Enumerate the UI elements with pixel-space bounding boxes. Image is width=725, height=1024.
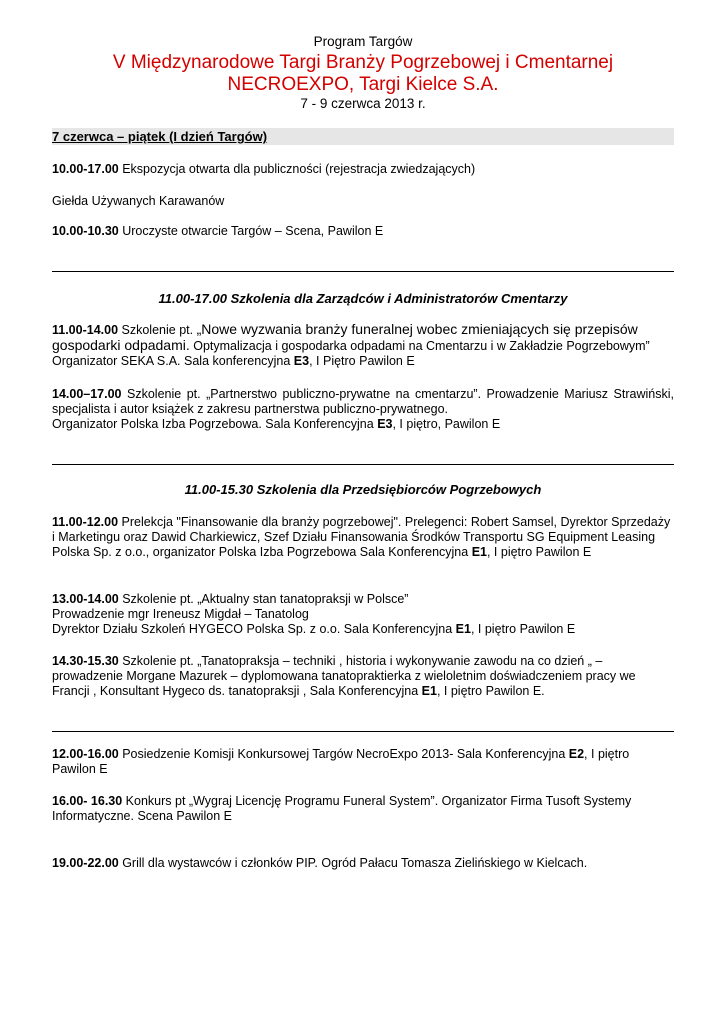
intro-item-gielda [52,194,674,209]
item-text: Posiedzenie Komisji Konkursowej Targów NecroExpo 2013- Sala Konferencyjna [118,747,569,761]
time-label: 14.30-15.30 [52,654,119,668]
item-text: , I piętro Pawilon E. [436,684,545,698]
time-label: 12.00-16.00 [52,747,119,761]
closing-item-commission [52,747,674,777]
fair-dates: 7 - 9 czerwca 2013 r. [300,96,426,111]
item-title: „Nowe wyzwania branży funeralnej wobec zmieniających się przepisów gospodarki odpadami. [52,321,638,353]
item-text: Grill dla wystawców i członków PIP. Ogród Pałacu Tomasza Zielińskiego w Kielcach. [118,856,588,870]
section2-item1 [52,515,674,560]
time-label: 11.00-14.00 [52,323,119,337]
time-label: 10.00-17.00 [52,162,119,176]
time-label: 13.00-14.00 [52,592,119,606]
room-label: E1 [455,622,471,636]
item-text: , I Piętro Pawilon E [309,354,415,368]
time-label: 10.00-10.30 [52,224,119,238]
intro-item-expo [52,162,674,177]
fair-title-line2: NECROEXPO, Targi Kielce S.A. [227,74,499,95]
item-text: Optymalizacja i gospodarka odpadami na Cmentarzu i w Zakładzie Pogrzebowym” Organizator SEKA S.A. Sala konferencyjna [52,339,650,368]
item-text: Prowadzenie mgr Ireneusz Migdał – Tanatolog [52,607,309,621]
item-text: Dyrektor Działu Szkoleń HYGECO Polska Sp. z o.o. Sala Konferencyjna [52,622,456,636]
closing-item-contest [52,794,674,824]
section-title-undertakers: 11.00-15.30 Szkolenia dla Przedsiębiorców Pogrzebowych [184,482,542,497]
section2-item2 [52,592,674,637]
time-label: 19.00-22.00 [52,856,119,870]
item-text: Szkolenie pt. „Tanatopraksja – techniki , historia i wykonywanie zawodu na co dzień „ – prowadzenie Morgane Mazurek – dyplomowana tanatopraktierka z wieloletnim doświadczeniem pracy we Francji , Konsultant Hygeco ds. tanatopraksji , Sala Konferencyjna [52,654,636,698]
item-text: Szkolenie pt. „Partnerstwo publiczno-prywatne na cmentarzu”. Prowadzenie Mariusz Strawiński, specjalista i autor książek z zakresu partnerstwa publiczno-prywatnego. [52,387,674,416]
item-text: Uroczyste otwarcie Targów – Scena, Pawilon E [118,224,384,238]
item-text: , I piętro Pawilon E [52,747,630,776]
day-heading [52,128,674,145]
room-label: E3 [377,417,393,431]
section1-item2 [52,387,674,432]
time-label: 16.00- 16.30 [52,794,123,808]
item-text: Giełda Używanych Karawanów [52,194,225,208]
item-text: , I piętro, Pawilon E [392,417,501,431]
item-text: , I piętro Pawilon E [470,622,576,636]
time-label: 11.00-12.00 [52,515,119,529]
room-label: E3 [293,354,310,368]
program-subtitle: Program Targów [313,34,413,49]
divider [52,731,674,732]
divider [52,464,674,465]
section-title-cemetery: 11.00-17.00 Szkolenia dla Zarządców i Administratorów Cmentarzy [158,291,568,306]
item-text: Organizator Polska Izba Pogrzebowa. Sala Konferencyjna [52,417,378,431]
item-text: Szkolenie pt. [118,323,197,337]
item-text: Prelekcja "Finansowanie dla branży pogrzebowej". Prelegenci: Robert Samsel, Dyrektor Sprzedaży i Marketingu oraz Dawid Charkiewicz, Szef Działu Finansowania Środków Transportu SG Equipment Leasing Polska Sp. z o.o., organizator Polska Izba Pogrzebowa Sala Konferencyjna [52,515,671,559]
fair-title-line1: V Międzynarodowe Targi Branży Pogrzebowej i Cmentarnej [112,52,614,73]
item-text: Konkurs pt „Wygraj Licencję Programu Funeral System”. Organizator Firma Tusoft Systemy Informatyczne. Scena Pawilon E [52,794,632,823]
item-text: , I piętro Pawilon E [486,545,592,559]
section2-item3 [52,654,674,699]
time-label: 14.00–17.00 [52,387,122,401]
section1-item1 [52,322,674,369]
room-label: E1 [421,684,437,698]
room-label: E1 [471,545,487,559]
item-text: Ekspozycja otwarta dla publiczności (rejestracja zwiedzających) [118,162,476,176]
item-text: Szkolenie pt. „Aktualny stan tanatopraksji w Polsce” [118,592,409,606]
day-heading-label: 7 czerwca – piątek (I dzień Targów) [52,129,268,144]
room-label: E2 [568,747,585,761]
divider [52,271,674,272]
intro-item-opening [52,224,674,239]
closing-item-grill [52,856,674,871]
